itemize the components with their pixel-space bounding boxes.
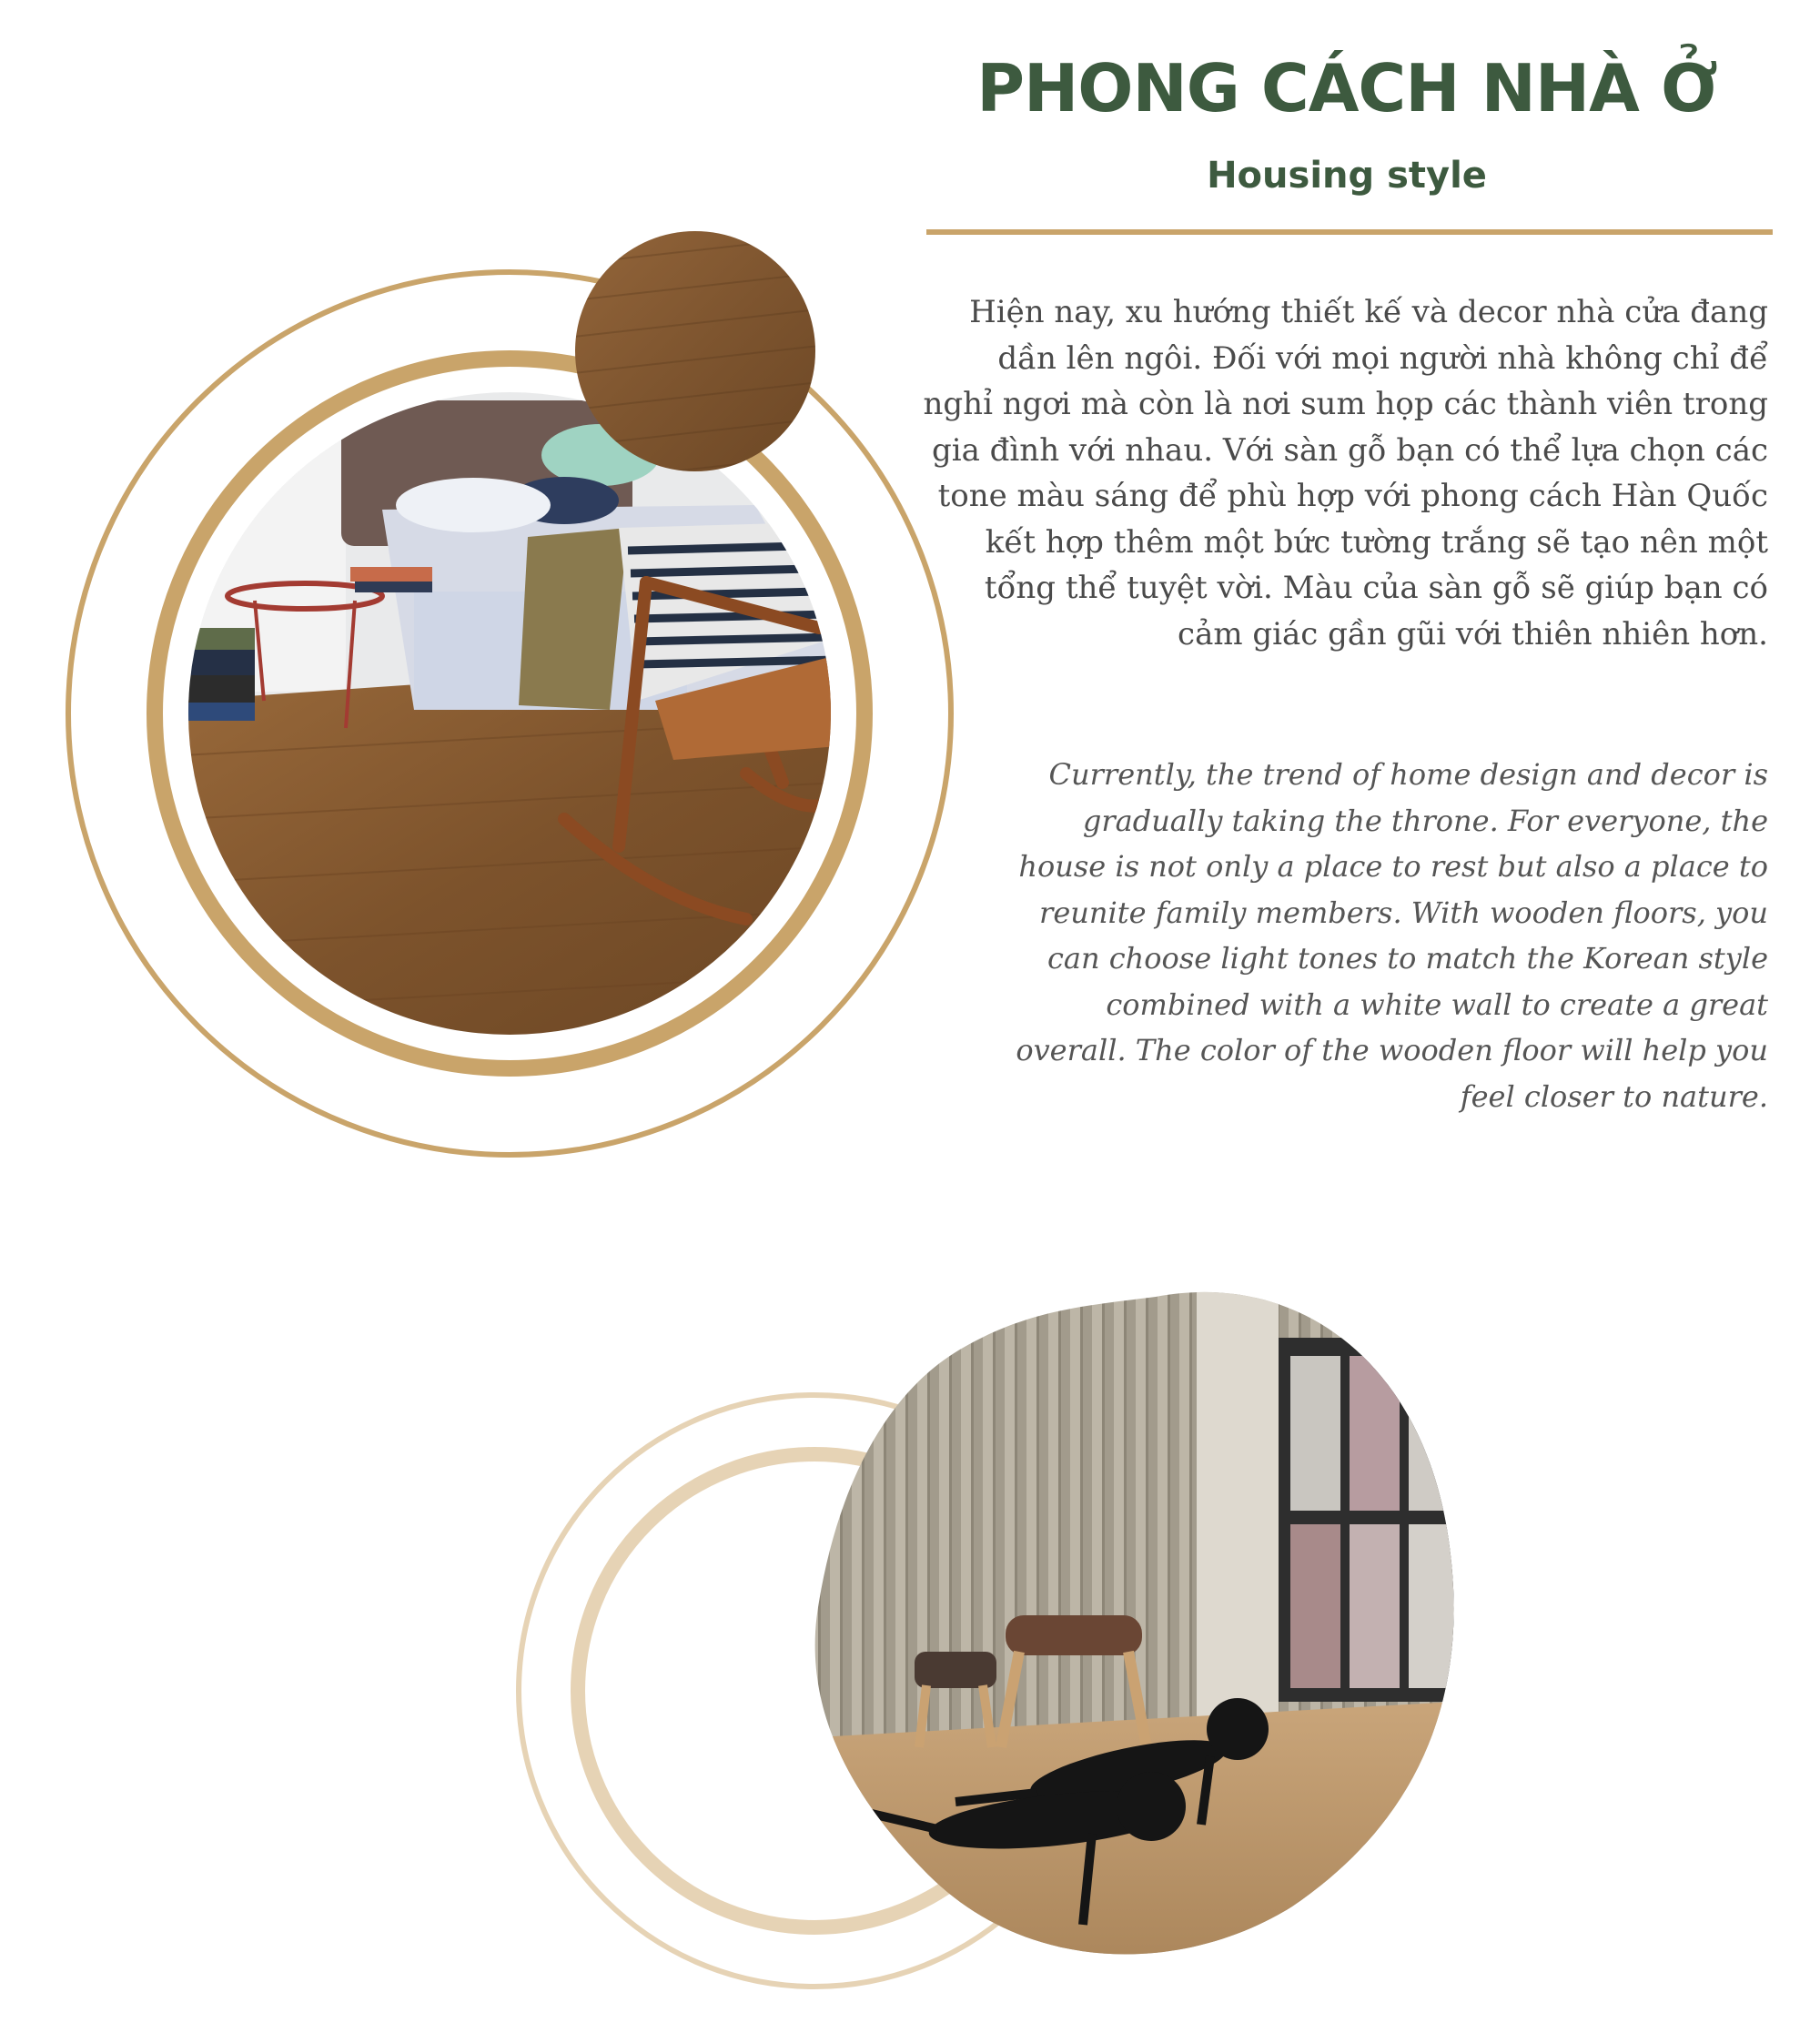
english-paragraph: Currently, the trend of home design and decor is gradually taking the throne. For everyone, the house is not only a place to rest but also a place to reunite family members. With wooden floors, you can choose light tones to match the Korean style combined with a white wall to create a great overall. The color of the wooden floor will help you feel closer to nature.: [1016, 757, 1768, 1114]
page-subtitle: Housing style: [1207, 155, 1487, 197]
page-title: PHONG CÁCH NHÀ Ở: [976, 50, 1717, 126]
gym-photo: [801, 1274, 1461, 1984]
bedroom-photo: [182, 382, 837, 1047]
vietnamese-paragraph: Hiện nay, xu hướng thiết kế và decor nhà cửa đang dần lên ngôi. Đối với mọi người nhà không chỉ để nghỉ ngơi mà còn là nơi sum họp các thành viên trong gia đình với nhau. Với sàn gỗ bạn có thể lựa chọn các tone màu sáng để phù hợp với phong cách Hàn Quốc kết hợp thêm một bức tường trắng sẽ tạo nên một tổng thể tuyệt vời. Màu của sàn gỗ sẽ giúp bạn có cảm giác gần gũi với thiên nhiên hơn.: [923, 294, 1768, 652]
title-divider: [926, 229, 1773, 235]
